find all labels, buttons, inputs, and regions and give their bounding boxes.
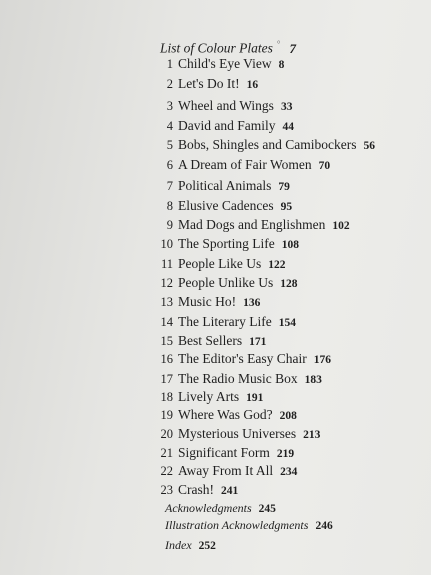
entry-number: 3	[166, 99, 173, 113]
entry-page-number: 8	[278, 59, 285, 71]
entry-title: The Sporting Life	[178, 236, 275, 251]
entry-number: 6	[166, 158, 173, 172]
entry-number: 9	[166, 218, 173, 232]
entry-title: Elusive Cadences	[178, 198, 274, 213]
entry-number: 10	[160, 237, 173, 251]
entry-title: Acknowledgments	[165, 501, 252, 515]
toc-entry	[157, 198, 292, 215]
entry-title: Bobs, Shingles and Camibockers	[178, 137, 357, 152]
entry-page-number: 252	[198, 540, 216, 552]
toc-entry	[157, 98, 292, 115]
entry-number: 11	[160, 257, 173, 271]
entry-page-number: 95	[280, 201, 293, 213]
entry-number: 12	[160, 276, 173, 290]
entry-number: 1	[166, 57, 173, 71]
toc-entry	[157, 76, 258, 93]
entry-page-number: 79	[278, 181, 290, 193]
toc-entry	[157, 56, 284, 73]
entry-page-number: 208	[279, 410, 297, 422]
toc-entry	[157, 407, 297, 424]
toc-entry	[157, 118, 294, 135]
toc-entry	[157, 217, 350, 234]
entry-page-number: 176	[313, 354, 332, 366]
back-matter-acknowledgments	[165, 500, 276, 517]
entry-page-number: 70	[318, 160, 331, 172]
entry-number: 13	[160, 295, 173, 309]
entry-title: Child's Eye View	[178, 56, 272, 71]
toc-entry	[157, 333, 266, 350]
entry-number: 2	[166, 77, 173, 91]
toc-entry	[157, 137, 375, 154]
toc-entry	[157, 389, 263, 406]
entry-page-number: 219	[276, 448, 295, 460]
toc-entry	[157, 275, 298, 292]
colour-plates-heading	[160, 36, 296, 57]
entry-number: 18	[160, 390, 173, 404]
entry-title: People Like Us	[178, 256, 262, 271]
toc-entry	[157, 294, 260, 311]
entry-number: 8	[166, 199, 173, 213]
entry-title: Mad Dogs and Englishmen	[178, 217, 326, 232]
entry-page-number: 154	[278, 317, 296, 329]
entry-title: Crash!	[178, 482, 214, 497]
entry-number: 4	[166, 119, 173, 133]
entry-title: The Radio Music Box	[178, 371, 298, 386]
entry-title: Let's Do It!	[178, 76, 240, 91]
entry-title: Political Animals	[178, 178, 272, 193]
toc-entry	[157, 314, 296, 331]
entry-page-number: 108	[281, 239, 299, 251]
toc-entry	[157, 371, 322, 388]
entry-title: Where Was God?	[178, 407, 273, 422]
entry-title: Away From It All	[178, 463, 274, 478]
entry-page-number: 128	[280, 278, 298, 290]
entry-title: Mysterious Universes	[178, 426, 297, 441]
entry-page-number: 213	[303, 429, 321, 441]
heading-page-number: 7	[289, 40, 297, 56]
entry-page-number: 245	[258, 503, 276, 515]
entry-title: Lively Arts	[178, 389, 240, 404]
toc-entry	[157, 256, 286, 273]
toc-entry	[157, 426, 320, 443]
entry-number: 20	[160, 427, 173, 441]
entry-number: 19	[160, 408, 173, 422]
entry-number: 23	[160, 483, 173, 497]
entry-title: The Editor's Easy Chair	[178, 351, 307, 366]
heading-title: List of Colour Plates	[160, 40, 273, 56]
entry-number: 15	[160, 334, 173, 348]
entry-title: Index	[165, 538, 192, 552]
entry-title: The Literary Life	[178, 314, 272, 329]
entry-title: People Unlike Us	[178, 275, 274, 290]
entry-page-number: 56	[363, 140, 375, 152]
toc-entry	[157, 351, 331, 368]
toc-entry	[157, 445, 294, 462]
entry-number: 17	[160, 372, 173, 386]
toc-entry	[157, 482, 238, 499]
entry-page-number: 102	[332, 220, 350, 232]
entry-page-number: 44	[282, 121, 294, 133]
entry-page-number: 171	[249, 336, 267, 348]
entry-title: Music Ho!	[178, 294, 237, 309]
back-matter-index	[165, 537, 216, 554]
bullet-dot-icon: °	[276, 39, 281, 49]
toc-entry	[157, 157, 330, 174]
entry-title: David and Family	[178, 118, 276, 133]
toc-entry	[157, 178, 290, 195]
entry-number: 14	[160, 315, 173, 329]
entry-title: Best Sellers	[178, 333, 243, 348]
entry-page-number: 234	[280, 466, 298, 478]
entry-page-number: 183	[304, 374, 322, 386]
entry-number: 16	[160, 352, 173, 366]
entry-number: 7	[166, 179, 173, 193]
entry-title: Illustration Acknowledgments	[165, 518, 309, 532]
entry-page-number: 241	[221, 485, 239, 497]
back-matter-illustration-acknowledgments	[165, 517, 333, 534]
entry-title: Wheel and Wings	[178, 98, 274, 113]
entry-number: 21	[160, 446, 173, 460]
entry-number: 5	[166, 138, 173, 152]
entry-page-number: 191	[246, 392, 264, 404]
entry-page-number: 136	[243, 297, 261, 309]
entry-page-number: 122	[268, 259, 286, 271]
entry-page-number: 16	[246, 79, 259, 91]
entry-title: A Dream of Fair Women	[178, 157, 312, 172]
entry-page-number: 33	[280, 101, 293, 113]
entry-page-number: 246	[315, 520, 333, 532]
toc-entry	[157, 463, 297, 480]
entry-title: Significant Form	[178, 445, 270, 460]
entry-number: 22	[160, 464, 173, 478]
toc-entry	[157, 236, 299, 253]
